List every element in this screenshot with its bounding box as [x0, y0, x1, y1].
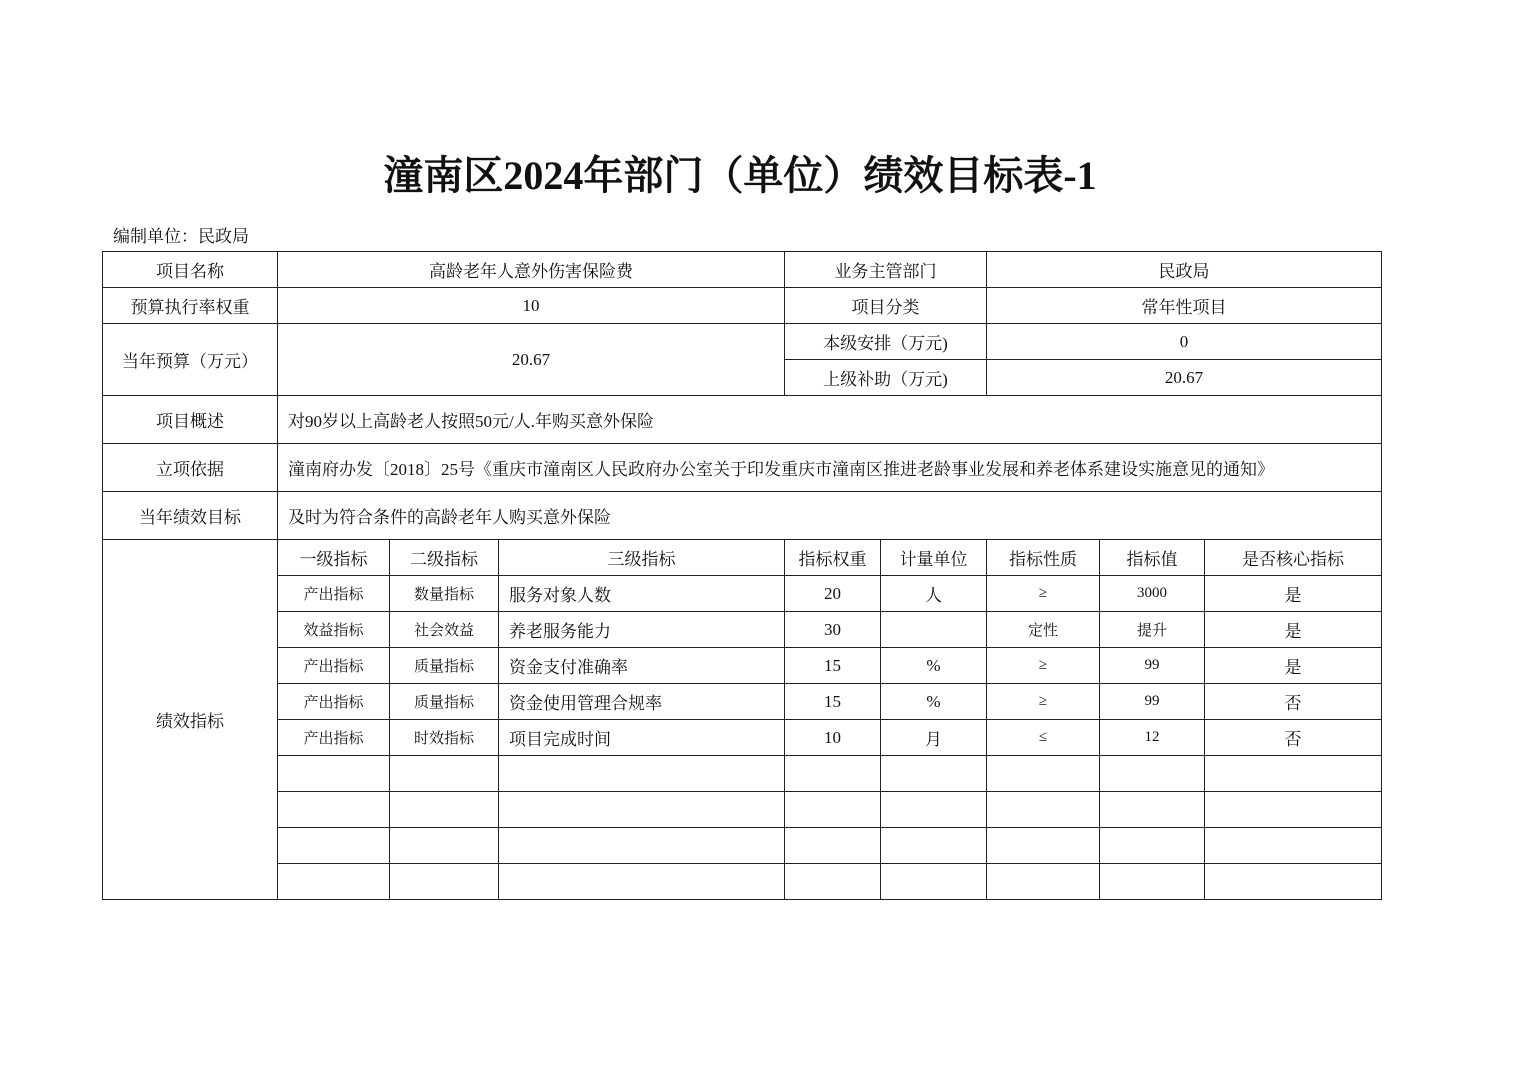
indicators-section-label: 绩效指标: [103, 540, 278, 900]
nature-cell: ≤: [987, 720, 1100, 756]
empty-indicator-row: [103, 828, 1382, 864]
table-row: [103, 288, 1382, 324]
header-value: 指标值: [1100, 540, 1205, 576]
core-cell: 否: [1205, 684, 1382, 720]
table-row: [103, 492, 1382, 540]
value-cell: 提升: [1100, 612, 1205, 648]
level1-cell: 产出指标: [278, 576, 390, 612]
level2-cell: 质量指标: [390, 648, 499, 684]
header-level1: 一级指标: [278, 540, 390, 576]
level1-cell: 效益指标: [278, 612, 390, 648]
unit-cell: 月: [881, 720, 987, 756]
level3-cell: 服务对象人数: [499, 576, 785, 612]
core-cell: 否: [1205, 720, 1382, 756]
unit-cell: [881, 612, 987, 648]
dept-value: 民政局: [987, 252, 1382, 288]
basis-value: 潼南府办发〔2018〕25号《重庆市潼南区人民政府办公室关于印发重庆市潼南区推进老龄事业发展和养老体系建设实施意见的通知》: [278, 444, 1382, 492]
weight-cell: 20: [785, 576, 881, 612]
subsidy-label: 上级补助（万元): [785, 360, 987, 396]
level2-cell: 时效指标: [390, 720, 499, 756]
nature-cell: ≥: [987, 684, 1100, 720]
table-row: [103, 396, 1382, 444]
compiling-unit: 编制单位：民政局: [113, 227, 249, 246]
core-cell: 是: [1205, 576, 1382, 612]
value-cell: 3000: [1100, 576, 1205, 612]
weight-cell: 15: [785, 684, 881, 720]
goal-value: 及时为符合条件的高龄老年人购买意外保险: [278, 492, 1382, 540]
unit-cell: %: [881, 684, 987, 720]
value-cell: 99: [1100, 684, 1205, 720]
weight-cell: 30: [785, 612, 881, 648]
subsidy-value: 20.67: [987, 360, 1382, 396]
indicator-row: [103, 648, 1382, 684]
table-row: [103, 324, 1382, 360]
level2-cell: 数量指标: [390, 576, 499, 612]
nature-cell: 定性: [987, 612, 1100, 648]
core-cell: 是: [1205, 648, 1382, 684]
indicator-row: [103, 612, 1382, 648]
level1-cell: 产出指标: [278, 720, 390, 756]
nature-cell: ≥: [987, 648, 1100, 684]
overview-value: 对90岁以上高龄老人按照50元/人.年购买意外保险: [278, 396, 1382, 444]
category-value: 常年性项目: [987, 288, 1382, 324]
value-cell: 99: [1100, 648, 1205, 684]
budget-value: 20.67: [278, 324, 785, 396]
indicator-header-row: [103, 540, 1382, 576]
core-cell: 是: [1205, 612, 1382, 648]
weight-label: 预算执行率权重: [103, 288, 278, 324]
page-title: 潼南区2024年部门（单位）绩效目标表-1: [383, 153, 1097, 198]
project-name-label: 项目名称: [103, 252, 278, 288]
level2-cell: 社会效益: [390, 612, 499, 648]
goal-label: 当年绩效目标: [103, 492, 278, 540]
header-unit: 计量单位: [881, 540, 987, 576]
dept-label: 业务主管部门: [785, 252, 987, 288]
table-row: [103, 252, 1382, 288]
indicator-row: [103, 576, 1382, 612]
value-cell: 12: [1100, 720, 1205, 756]
header-nature: 指标性质: [987, 540, 1100, 576]
local-label: 本级安排（万元): [785, 324, 987, 360]
indicator-row: [103, 720, 1382, 756]
level1-cell: 产出指标: [278, 684, 390, 720]
empty-indicator-row: [103, 864, 1382, 900]
level1-cell: 产出指标: [278, 648, 390, 684]
table-row: [103, 444, 1382, 492]
level3-cell: 资金使用管理合规率: [499, 684, 785, 720]
unit-cell: 人: [881, 576, 987, 612]
budget-label: 当年预算（万元）: [103, 324, 278, 396]
empty-indicator-row: [103, 792, 1382, 828]
level2-cell: 质量指标: [390, 684, 499, 720]
header-weight: 指标权重: [785, 540, 881, 576]
weight-cell: 15: [785, 648, 881, 684]
empty-indicator-row: [103, 756, 1382, 792]
unit-cell: %: [881, 648, 987, 684]
header-level3: 三级指标: [499, 540, 785, 576]
weight-value: 10: [278, 288, 785, 324]
performance-target-table: [102, 251, 1382, 900]
indicator-row: [103, 684, 1382, 720]
basis-label: 立项依据: [103, 444, 278, 492]
level3-cell: 项目完成时间: [499, 720, 785, 756]
local-value: 0: [987, 324, 1382, 360]
header-level2: 二级指标: [390, 540, 499, 576]
level3-cell: 养老服务能力: [499, 612, 785, 648]
overview-label: 项目概述: [103, 396, 278, 444]
project-name-value: 高龄老年人意外伤害保险费: [278, 252, 785, 288]
header-core: 是否核心指标: [1205, 540, 1382, 576]
nature-cell: ≥: [987, 576, 1100, 612]
level3-cell: 资金支付准确率: [499, 648, 785, 684]
category-label: 项目分类: [785, 288, 987, 324]
weight-cell: 10: [785, 720, 881, 756]
